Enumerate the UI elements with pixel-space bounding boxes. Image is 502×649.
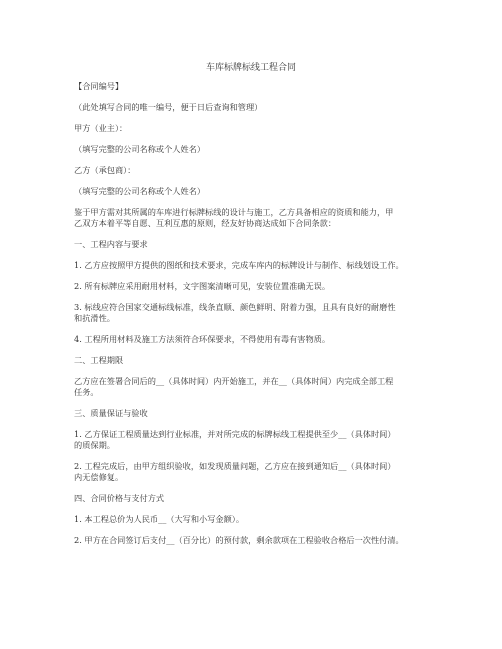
paragraph-line: 鉴于甲方需对其所属的车库进行标牌标线的设计与施工，乙方具备相应的资质和能力，甲 — [74, 207, 394, 217]
paragraph-line: 2. 甲方在合同签订后支付__（百分比）的预付款，剩余款项在工程验收合格后一次性付清。 — [74, 535, 404, 545]
paragraph-line: 1. 本工程总价为人民币__（大写和小写金额）。 — [74, 514, 245, 524]
clause-quality-2 — [74, 461, 436, 483]
paragraph-preamble — [74, 207, 436, 229]
section-heading-price — [74, 493, 436, 504]
paragraph-party-a-note — [74, 144, 436, 155]
paragraph-line: 乙方应在签署合同后的__（具体时间）内开始施工，并在__（具体时间）内完成全部工程 — [74, 376, 394, 386]
paragraph-line: （填写完整的公司名称或个人姓名） — [74, 186, 206, 196]
paragraph-party-b-label — [74, 165, 436, 176]
section-heading-duration — [74, 355, 436, 366]
paragraph-line: 4. 工程所用材料及施工方法须符合环保要求，不得使用有毒有害物质。 — [74, 334, 331, 344]
section-heading-scope — [74, 239, 436, 250]
paragraph-party-a-label — [74, 123, 436, 134]
clause-price-1 — [74, 514, 436, 525]
paragraph-line: 2. 工程完成后，由甲方组织验收，如发现质量问题，乙方应在接到通知后__（具体时间） — [74, 461, 396, 471]
paragraph-contract-number-note — [74, 102, 436, 113]
paragraph-line: 【合同编号】 — [74, 81, 124, 91]
paragraph-line: 内无偿修复。 — [74, 472, 124, 482]
clause-scope-2 — [74, 281, 436, 292]
paragraph-line: 和抗滑性。 — [74, 313, 115, 323]
paragraph-line: 3. 标线应符合国家交通标线标准，线条直顺、颜色鲜明、附着力强，且具有良好的耐磨性 — [74, 302, 396, 312]
paragraph-line: 任务。 — [74, 387, 99, 397]
paragraph-line: 甲方（业主）： — [74, 123, 128, 133]
document-body — [74, 81, 436, 556]
paragraph-party-b-note — [74, 186, 436, 197]
paragraph-line: 2. 所有标牌应采用耐用材料，文字图案清晰可见，安装位置准确无误。 — [74, 281, 331, 291]
paragraph-line: 1. 乙方应按照甲方提供的图纸和技术要求，完成车库内的标牌设计与制作、标线划设工作。 — [74, 260, 404, 270]
paragraph-line: 二、工程期限 — [74, 355, 124, 365]
clause-scope-4 — [74, 334, 436, 345]
paragraph-line: 乙方（承包商）： — [74, 165, 136, 175]
paragraph-contract-number-heading — [74, 81, 436, 92]
clause-duration — [74, 376, 436, 398]
paragraph-line: 1. 乙方保证工程质量达到行业标准，并对所完成的标牌标线工程提供至少__（具体时间） — [74, 429, 396, 439]
paragraph-line: 三、质量保证与验收 — [74, 408, 148, 418]
paragraph-line: （此处填写合同的唯一编号，便于日后查询和管理） — [74, 102, 263, 112]
clause-scope-1 — [74, 260, 436, 271]
clause-price-2 — [74, 535, 436, 546]
clause-quality-1 — [74, 429, 436, 451]
paragraph-line: （填写完整的公司名称或个人姓名） — [74, 144, 206, 154]
paragraph-line: 一、工程内容与要求 — [74, 239, 148, 249]
clause-scope-3 — [74, 302, 436, 324]
section-heading-quality — [74, 408, 436, 419]
paragraph-line: 乙双方本着平等自愿、互利互惠的原则，经友好协商达成如下合同条款： — [74, 218, 337, 228]
paragraph-line: 的质保期。 — [74, 440, 115, 450]
document-title: 车库标牌标线工程合同 — [205, 63, 296, 73]
paragraph-line: 四、合同价格与支付方式 — [74, 493, 165, 503]
